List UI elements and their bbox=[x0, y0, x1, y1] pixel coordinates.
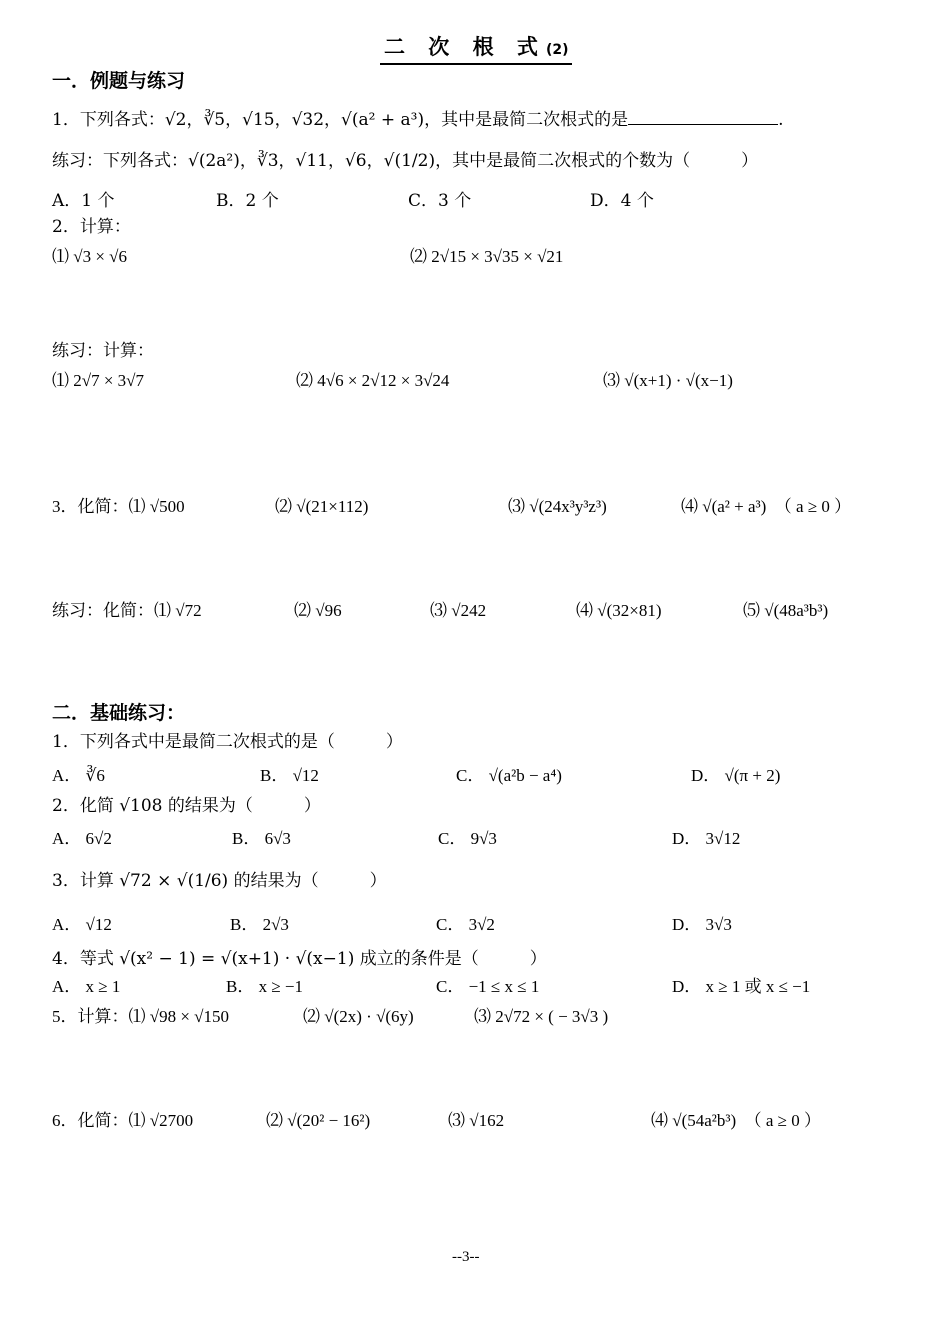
basic-4: 4．等式 √(x² − 1) = √(x+1) · √(x−1) 成立的条件是（ ） bbox=[52, 949, 547, 969]
page-number: --3-- bbox=[452, 1249, 480, 1265]
exercise-1: 练习：下列各式：√(2a²)，∛3，√11，√6，√(1/2)，其中是最简二次根式的个数为（ ） bbox=[52, 151, 759, 171]
exercise-3-part-2: ⑵ √96 bbox=[294, 601, 342, 620]
basic-5-part-2: ⑵ √(2x) · √(6y) bbox=[303, 1007, 414, 1026]
basic-5-part-1: 5．计算：⑴ √98 × √150 bbox=[52, 1007, 229, 1026]
basic-3: 3．计算 √72 × √(1/6) 的结果为（ ） bbox=[52, 871, 387, 891]
section-heading-1: 一．例题与练习 bbox=[52, 70, 186, 92]
choice-b: B．2 个 bbox=[216, 191, 279, 211]
example-3-part-3: ⑶ √(24x³y³z³) bbox=[508, 497, 607, 516]
answer-blank bbox=[628, 108, 778, 125]
example-3-part-2: ⑵ √(21×112) bbox=[275, 497, 369, 516]
basic-4-c: C． −1 ≤ x ≤ 1 bbox=[436, 977, 540, 996]
basic-4-a: A． x ≥ 1 bbox=[52, 977, 121, 996]
example-3-part-1: 3．化简：⑴ √500 bbox=[52, 497, 185, 516]
example-2: 2．计算： bbox=[52, 217, 131, 237]
example-2-part-1: ⑴ √3 × √6 bbox=[52, 247, 127, 266]
example-3-part-4: ⑷ √(a² + a³) （ a ≥ 0 ） bbox=[681, 497, 852, 516]
basic-3-b: B． 2√3 bbox=[230, 915, 289, 934]
basic-1-b: B． √12 bbox=[260, 766, 319, 785]
basic-3-a: A． √12 bbox=[52, 915, 112, 934]
choice-d: D．4 个 bbox=[590, 191, 654, 211]
exercise-3-part-4: ⑷ √(32×81) bbox=[576, 601, 662, 620]
basic-6-part-2: ⑵ √(20² − 16²) bbox=[266, 1111, 371, 1130]
section-heading-2: 二．基础练习： bbox=[52, 702, 186, 724]
example-1-text: 1．下列各式：√2，∛5，√15，√32，√(a² + a³)，其中是最简二次根式的是 bbox=[52, 110, 629, 130]
example-1-end: . bbox=[778, 110, 784, 130]
exercise-3-part-5: ⑸ √(48a³b³) bbox=[743, 601, 829, 620]
basic-2-d: D． 3√12 bbox=[672, 829, 741, 848]
basic-6-part-3: ⑶ √162 bbox=[448, 1111, 505, 1130]
page-title bbox=[380, 36, 572, 65]
basic-2: 2．化简 √108 的结果为（ ） bbox=[52, 796, 321, 816]
basic-1-d: D． √(π + 2) bbox=[691, 766, 781, 785]
basic-4-d: D． x ≥ 1 或 x ≤ −1 bbox=[672, 977, 811, 996]
basic-1-a: A． ∛6 bbox=[52, 766, 105, 785]
basic-3-d: D． 3√3 bbox=[672, 915, 732, 934]
example-1 bbox=[52, 108, 784, 131]
exercise-2: 练习：计算： bbox=[52, 341, 154, 361]
example-2-part-2: ⑵ 2√15 × 3√35 × √21 bbox=[410, 247, 564, 266]
exercise-2-part-1: ⑴ 2√7 × 3√7 bbox=[52, 371, 144, 390]
exercise-2-part-2: ⑵ 4√6 × 2√12 × 3√24 bbox=[296, 371, 450, 390]
exercise-2-part-3: ⑶ √(x+1) · √(x−1) bbox=[603, 371, 733, 390]
basic-2-a: A． 6√2 bbox=[52, 829, 112, 848]
basic-3-c: C． 3√2 bbox=[436, 915, 495, 934]
basic-4-b: B． x ≥ −1 bbox=[226, 977, 304, 996]
exercise-3-part-3: ⑶ √242 bbox=[430, 601, 487, 620]
basic-5-part-3: ⑶ 2√72 × ( − 3√3 ) bbox=[474, 1007, 609, 1026]
basic-1-c: C． √(a²b − a⁴) bbox=[456, 766, 562, 785]
exercise-3-part-1: 练习：化简：⑴ √72 bbox=[52, 601, 202, 620]
basic-1: 1．下列各式中是最简二次根式的是（ ） bbox=[52, 732, 403, 752]
choice-a: A．1 个 bbox=[52, 191, 115, 211]
choice-c: C．3 个 bbox=[408, 191, 472, 211]
basic-2-b: B． 6√3 bbox=[232, 829, 291, 848]
title-sub: (2) bbox=[545, 42, 569, 58]
basic-6-part-1: 6．化简：⑴ √2700 bbox=[52, 1111, 194, 1130]
title-main: 二 次 根 式 bbox=[384, 35, 546, 59]
basic-2-c: C． 9√3 bbox=[438, 829, 497, 848]
basic-6-part-4: ⑷ √(54a²b³) （ a ≥ 0 ） bbox=[651, 1111, 822, 1130]
